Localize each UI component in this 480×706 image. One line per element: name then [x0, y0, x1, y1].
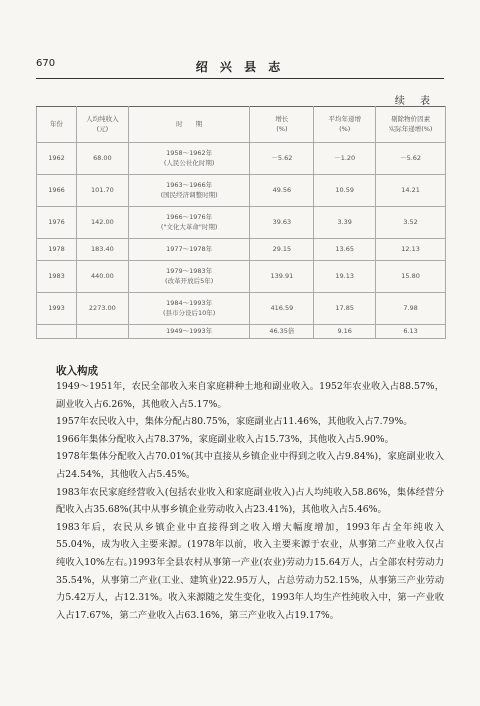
cell-year: 1966 — [37, 175, 77, 207]
cell-avg: 9.16 — [314, 325, 376, 339]
cell-period: 1984～1993年 (县市分设后10年) — [128, 293, 250, 325]
table-row — [37, 239, 446, 261]
cell-income: 101.70 — [76, 175, 128, 207]
cell-period: 1958～1962年 (人民公社化时期) — [128, 143, 250, 175]
paragraph: 1983年农民家庭经营收入(包括农业收入和家庭副业收入)占人均纯收入58.86%，集体经营分配收入占35.68%(其中从事乡镇企业劳动收入占23.41%)，其他收入占5.46%。 — [56, 486, 444, 516]
table-row — [37, 293, 446, 325]
running-title: 绍 兴 县 志 — [195, 60, 285, 74]
header-year: 年份 — [37, 107, 77, 143]
cell-income: 2273.00 — [76, 293, 128, 325]
cell-real: 3.52 — [376, 207, 446, 239]
table-header-row — [37, 107, 446, 143]
cell-avg: 13.65 — [314, 239, 376, 261]
cell-year: 1993 — [37, 293, 77, 325]
cell-income: 183.40 — [76, 239, 128, 261]
cell-real: 7.98 — [376, 293, 446, 325]
paragraph: 1957年农民收入中，集体分配占80.75%，家庭副业占11.46%，其他收入占7.79%。 — [56, 416, 413, 428]
income-table — [36, 106, 446, 339]
page-number: 670 — [36, 58, 56, 69]
paragraph: 1966年集体分配收入占78.37%，家庭副业收入占15.73%，其他收入占5.90%。 — [56, 433, 394, 445]
cell-growth: －5.62 — [250, 143, 314, 175]
cell-real: 6.13 — [376, 325, 446, 339]
header-real-growth: 剔除物价因素 实际年递增(%) — [376, 107, 446, 143]
cell-income: 440.00 — [76, 261, 128, 293]
cell-period: 1966～1976年 ("文化大革命"时期) — [128, 207, 250, 239]
cell-period: 1979～1983年 (改革开放后5年) — [128, 261, 250, 293]
cell-avg: 17.85 — [314, 293, 376, 325]
table-row — [37, 207, 446, 239]
table-row — [37, 175, 446, 207]
cell-real: 14.21 — [376, 175, 446, 207]
cell-growth: 139.91 — [250, 261, 314, 293]
continued-label: 续 表 — [394, 96, 436, 107]
cell-avg: 3.39 — [314, 207, 376, 239]
cell-real: 12.13 — [376, 239, 446, 261]
cell-income — [76, 325, 128, 339]
header-avg-growth: 平均年递增 (%) — [314, 107, 376, 143]
cell-period: 1949～1993年 — [128, 325, 250, 339]
cell-period: 1963～1966年 (国民经济调整时期) — [128, 175, 250, 207]
table-row — [37, 143, 446, 175]
cell-period: 1977～1978年 — [128, 239, 250, 261]
body-text — [56, 378, 444, 624]
cell-year: 1983 — [37, 261, 77, 293]
cell-year — [37, 325, 77, 339]
cell-real: －5.62 — [376, 143, 446, 175]
paragraph: 1949～1951年，农民全部收入来自家庭耕种土地和副业收入。1952年农业收入占88.57%，副业收入占6.26%，其他收入占5.17%。 — [56, 381, 444, 410]
cell-growth: 29.15 — [250, 239, 314, 261]
paragraph: 1983年后，农民从乡镇企业中直接得到之收入增大幅度增加，1993年占全年纯收入55.04%，成为收入主要来源。(1978年以前，收入主要来源于农业，从事第二产业收入仅占纯收入10%左右。)1993年全县农村从事第一产业(农业)劳动力15.64万人，占全部农村劳动力35.54%，从事第二产业(工业、建筑业)22.95万人，占总劳动力52.15%，从事第三产业劳动力5.42万人，占12.31%。收入来源随之发生变化，1993年人均生产性纯收入中，第一产业收入占17.67%，第二产业收入占63.16%，第三产业收入占19.17%。 — [56, 521, 444, 621]
cell-avg: －1.20 — [314, 143, 376, 175]
cell-growth: 49.56 — [250, 175, 314, 207]
summary-row — [37, 325, 446, 339]
cell-year: 1976 — [37, 207, 77, 239]
cell-year: 1962 — [37, 143, 77, 175]
cell-avg: 19.13 — [314, 261, 376, 293]
table-row — [37, 261, 446, 293]
cell-growth: 416.59 — [250, 293, 314, 325]
cell-avg: 10.59 — [314, 175, 376, 207]
page-header — [36, 58, 444, 76]
section-heading: 收入构成 — [56, 365, 98, 377]
cell-growth: 46.35倍 — [250, 325, 314, 339]
cell-year: 1978 — [37, 239, 77, 261]
cell-growth: 39.63 — [250, 207, 314, 239]
header-period: 时 期 — [128, 107, 250, 143]
paragraph: 1978年集体分配收入占70.01%(其中直接从乡镇企业中得到之收入占9.84%)，家庭副业收入占24.54%，其他收入占5.45%。 — [56, 451, 444, 480]
header-growth: 增长 (%) — [250, 107, 314, 143]
cell-income: 142.00 — [76, 207, 128, 239]
cell-income: 68.00 — [76, 143, 128, 175]
cell-real: 15.80 — [376, 261, 446, 293]
header-income: 人均纯收入 (元) — [76, 107, 128, 143]
header-rule — [36, 78, 444, 79]
